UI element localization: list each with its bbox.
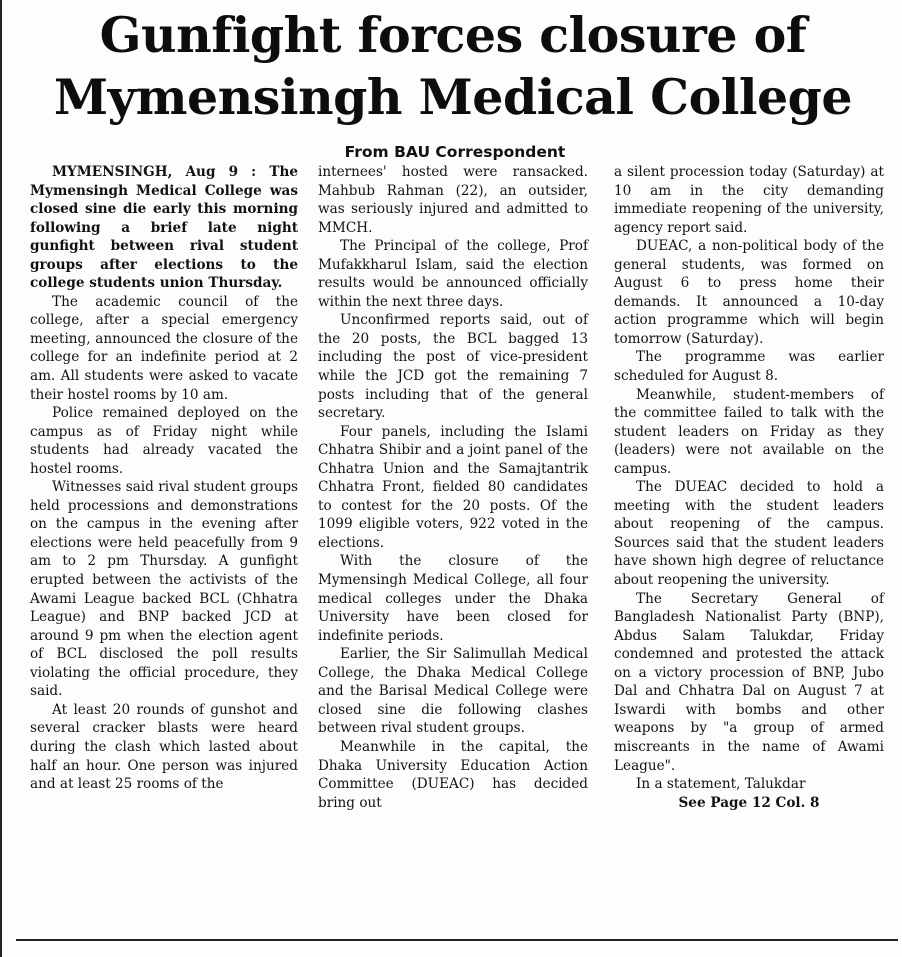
paragraph: a silent procession today (Saturday) at 10 am in the city demanding immediate reopening of the university, agency report said. <box>614 164 884 236</box>
bottom-rule <box>16 939 898 941</box>
paragraph: internees' hosted were ransacked. Mahbub Rahman (22), an outsider, was seriously injured and admitted to MMCH. <box>318 164 588 236</box>
paragraph: Unconfirmed reports said, out of the 20 posts, the BCL bagged 13 including the post of vice-president while the JCD got the remaining 7 posts including that of the general secretary. <box>318 312 588 422</box>
paragraph: The programme was earlier scheduled for August 8. <box>614 349 884 385</box>
paragraph: Four panels, including the Islami Chhatra Shibir and a joint panel of the Chhatra Union and the Samajtantrik Chhatra Front, fielded 80 candidates to contest for the 20 posts. Of the 1099 eligible voters, 922 voted in the elections. <box>318 423 588 551</box>
headline <box>12 4 894 128</box>
paragraph: Meanwhile, student-members of the committee failed to talk with the student leaders on Friday as they (leaders) were not available on the campus. <box>614 386 884 477</box>
paragraph: Meanwhile in the capital, the Dhaka University Education Action Committee (DUEAC) has decided bring out <box>318 738 588 811</box>
paragraph: MYMENSINGH, Aug 9 : The Mymensingh Medical College was closed sine die early this morning following a brief late night gunfight between rival student groups after elections to the college students union Thursday. <box>30 164 298 292</box>
paragraph: With the closure of the Mymensingh Medical College, all four medical colleges under the Dhaka University have been closed for indefinite periods. <box>318 553 588 644</box>
paragraph: The Principal of the college, Prof Mufakkharul Islam, said the election results would be announced officially within the next three days. <box>318 238 588 310</box>
headline-line-2: Mymensingh Medical College <box>53 68 853 126</box>
paragraph: In a statement, Talukdar <box>636 776 806 793</box>
paragraph: The DUEAC decided to hold a meeting with the student leaders about reopening of the campus. Sources said that the student leaders have shown high degree of reluctance about reopening the university. <box>614 479 884 589</box>
paragraph: The academic council of the college, after a special emergency meeting, announced the closure of the college for an indefinite period at 2 am. All students were asked to vacate their hostel rooms by 10 am. <box>30 293 298 403</box>
paragraph: DUEAC, a non-political body of the general students, was formed on August 6 to press home their demands. It announced a 10-day action programme which will begin tomorrow (Saturday). <box>614 238 884 347</box>
byline: From BAU Correspondent <box>344 143 566 161</box>
paragraph: Witnesses said rival student groups held processions and demonstrations on the campus in the evening after elections were held peacefully from 9 am to 2 pm Thursday. A gunfight erupted between the activists of the Awami League backed BCL (Chhatra League) and BNP backed JCD at around 9 pm when the election agent of BCL disclosed the poll results violating the official procedure, they said. <box>30 479 298 700</box>
paragraph: Police remained deployed on the campus as of Friday night while students had already vacated the hostel rooms. <box>30 405 298 477</box>
article-column-2 <box>318 163 588 812</box>
paragraph: At least 20 rounds of gunshot and several cracker blasts were heard during the clash which lasted about half an hour. One person was injured and at least 25 rooms of the <box>30 701 298 793</box>
article-column-1 <box>30 163 298 794</box>
article-column-3 <box>614 163 884 812</box>
headline-line-1: Gunfight forces closure of <box>99 6 807 64</box>
paragraph: Earlier, the Sir Salimullah Medical College, the Dhaka Medical College and the Barisal Medical College were closed sine die following clashes between rival student groups. <box>318 646 588 737</box>
continued-on-page-note: See Page 12 Col. 8 <box>678 794 820 811</box>
paragraph: The Secretary General of Bangladesh Nationalist Party (BNP), Abdus Salam Talukdar, Friday condemned and protested the attack on a victory procession of BNP, Jubo Dal and Chhatra Dal on August 7 at Iswardi with bombs and other weapons by "a group of armed miscreants in the name of Awami League". <box>614 590 884 774</box>
